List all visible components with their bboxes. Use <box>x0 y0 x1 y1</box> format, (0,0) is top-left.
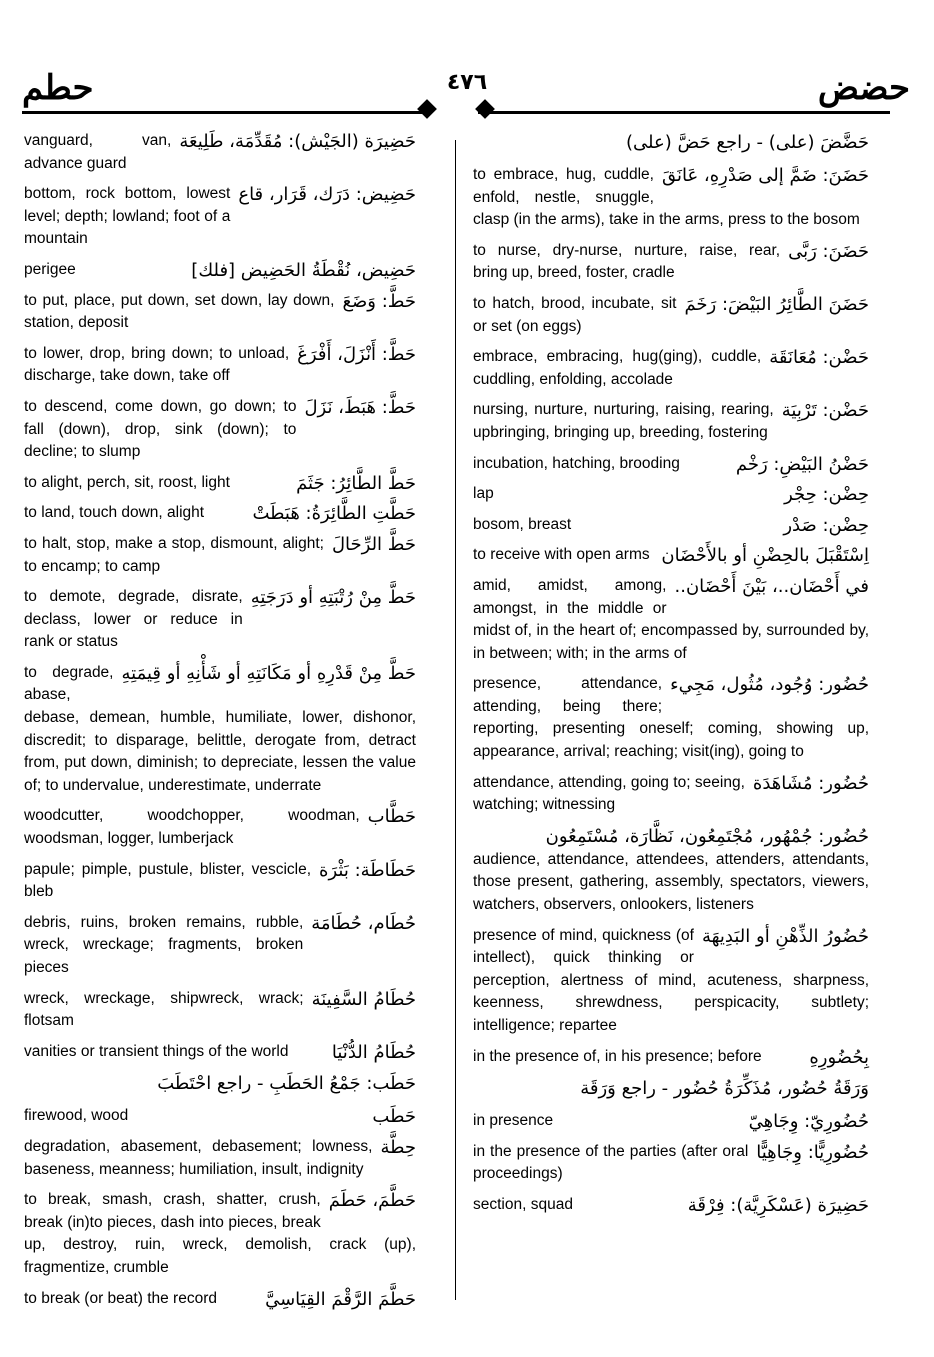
dictionary-entry <box>473 346 869 391</box>
dictionary-entry <box>24 502 416 525</box>
entry-headword: حَضِيرَة (الجَيْش): مُقَدِّمَة، طَلِيعَة <box>179 131 416 152</box>
entry-translation: in the presence of the parties (after oral proceedings) <box>473 1142 749 1183</box>
entry-headword: حَطَّ مِنْ رُتْبَتِهِ أو دَرَجَتِهِ <box>250 587 416 609</box>
entry-headword: حُضُورِيّ: وِجَاهِيّ <box>748 1111 869 1133</box>
entry-translation: to hatch, brood, incubate, sit or set (on eggs) <box>473 294 677 335</box>
entry-headword: حَطَّ الطَّائِرُ: جَثَمَ <box>296 472 416 494</box>
dictionary-entry <box>24 290 416 335</box>
header-rule-left <box>22 111 422 114</box>
entry-headword: حَضَنَ الطَّائِرُ البَيْضَ: رَخَمَ <box>684 293 869 315</box>
dictionary-entry <box>473 673 869 763</box>
entry-headword: حَطَّ: وَضَعَ <box>342 290 416 312</box>
entry-headword: حِضْن: صَدْر <box>783 514 869 536</box>
dictionary-entry <box>473 1194 869 1217</box>
dictionary-entry <box>473 164 869 232</box>
left-column <box>24 130 416 1318</box>
entry-translation: to embrace, hug, cuddle, enfold, nestle, snuggle, clasp (in the arms), take in the arms, press to the bosom <box>473 166 860 229</box>
entry-translation: to break, smash, crash, shatter, crush, break (in)to pieces, dash into pieces, break up, destroy, ruin, wreck, demolish, crack (up), fragmentize, crumble <box>24 1191 416 1276</box>
dictionary-entry <box>24 1189 416 1279</box>
dictionary-entry <box>24 859 416 904</box>
entry-headword: حَطَاطَة: بَثْرَة <box>319 859 416 881</box>
entry-translation: bosom, breast <box>473 515 572 533</box>
entry-translation: to degrade, abase, debase, demean, humble, humiliate, lower, dishonor, discredit; to disparage, belittle, derogate from, detract from, put down, diminish; to depreciate, lessen the value of; to undervalue, underestimate, underrate <box>24 663 416 794</box>
entry-translation: to land, touch down, alight <box>24 504 205 522</box>
entry-translation: firewood, wood <box>24 1107 129 1125</box>
entry-headword: حُطَامُ الدُّنْيَا <box>331 1041 416 1063</box>
entry-translation: vanities or transient things of the world <box>24 1042 289 1060</box>
entry-headword: حَطَب: جَمْعُ الحَطَبِ - راجع احْتَطَبَ <box>157 1073 416 1095</box>
entry-headword: وَرَقَةُ حُضُور، مُذَكِّرَةُ حُضُور - راجع وَرَقَة <box>580 1078 869 1100</box>
entry-headword: حَضَّضَ (على) - راجع حَضَّ (على) <box>626 132 869 153</box>
entry-translation: to lower, drop, bring down; to unload, discharge, take down, take off <box>24 344 290 385</box>
dictionary-entry <box>473 925 869 1038</box>
entry-headword: حَطَّمَ، حَطَمَ <box>328 1190 416 1212</box>
entry-headword: بِحُضُورِهِ <box>809 1046 869 1068</box>
entry-translation: to put, place, put down, set down, lay down, station, deposit <box>24 291 335 332</box>
entry-headword: حُطَام، حُطَامَة <box>311 912 416 934</box>
dictionary-entry <box>24 1105 416 1128</box>
dictionary-entry <box>24 988 416 1033</box>
entry-translation: attendance, attending, going to; seeing, watching; witnessing <box>473 773 745 814</box>
dictionary-entry <box>24 533 416 578</box>
entry-translation: vanguard, van, advance guard <box>24 132 172 172</box>
header-left-word: حطم <box>22 68 94 108</box>
entry-translation: to demote, degrade, disrate, declass, lower or reduce in rank or status <box>24 588 243 651</box>
dictionary-entry <box>24 1041 416 1064</box>
entry-translation: amid, amidst, among, amongst, in the middle or midst of, in the heart of; encompassed by, surrounded by, in between; with; in the arms of <box>473 576 869 662</box>
entry-headword: حَطَب <box>372 1106 416 1128</box>
entry-headword: حَطَّ مِنْ قَدْرِهِ أو مَكَانَتِهِ أو شَأْنِهِ أو قِيمَتِهِ <box>121 662 416 684</box>
dictionary-entry <box>24 343 416 388</box>
entry-headword: حَضْنُ البَيْضِ: رَخْم <box>735 453 869 475</box>
dictionary-entry <box>24 805 416 850</box>
dictionary-entry <box>473 544 869 567</box>
dictionary-entry <box>473 575 869 665</box>
entry-headword: حُضُور: جُمْهُور، مُجْتَمِعُون، نَظَّارَة، مُسْتَمِعُون <box>545 825 869 847</box>
entry-headword: حُضُورِيًّا: وِجَاهِيًّا <box>756 1141 869 1163</box>
entry-headword: حُضُور: مُشَاهَدَة <box>752 772 869 794</box>
entry-headword: حَطَّمَ الرَّقْمَ القِيَاسِيَّ <box>265 1288 416 1310</box>
entry-headword: حَضْن: مُعَانَقَة <box>769 347 869 369</box>
entry-headword: حَطَّ: هَبَطَ، نَزَلَ <box>304 396 416 418</box>
header-rule-right <box>478 111 890 114</box>
dictionary-entry <box>24 912 416 980</box>
dictionary-entry <box>24 130 416 175</box>
entry-headword: حَضِيض، نُقْطَةُ الحَضِيض [فلك] <box>191 259 416 281</box>
right-column <box>473 130 869 1225</box>
entry-headword: حَطَّ: أَنْزَلَ، أَفْرَغَ <box>297 343 416 365</box>
dictionary-entry <box>24 183 416 251</box>
entry-headword: حِضْن: حِجْر <box>784 484 869 506</box>
dictionary-entry <box>473 399 869 444</box>
dictionary-entry <box>473 453 869 476</box>
entry-translation: to descend, come down, go down; to fall (down), drop, sink (down); to decline; to slump <box>24 397 297 461</box>
entry-translation: in the presence of, in his presence; before <box>473 1047 762 1065</box>
entry-translation: papule; pimple, pustule, blister, vescicle, bleb <box>24 860 312 901</box>
entry-translation: audience, attendance, attendees, attenders, attendants, those present, gathering, assembly, spectators, viewers, watchers, observers, onlookers, listeners <box>473 850 869 914</box>
entry-translation: perigee <box>24 260 76 278</box>
entry-headword: حَطَّتِ الطَّائِرَةُ: هَبَطَتْ <box>252 503 416 525</box>
entry-translation: to halt, stop, make a stop, dismount, alight; to encamp; to camp <box>24 534 324 575</box>
entry-headword: حَضِيض: دَرَك، قَرَار، قاع <box>238 184 416 206</box>
entry-translation: section, squad <box>473 1195 573 1213</box>
entry-headword: حَطَّاب <box>367 806 416 828</box>
entry-headword: حُطَامُ السَّفِينَة <box>311 988 416 1010</box>
column-divider <box>455 140 456 1300</box>
dictionary-entry <box>24 396 416 464</box>
entry-translation: woodcutter, woodchopper, woodman, woodsman, logger, lumberjack <box>24 807 360 848</box>
entry-translation: to nurse, dry-nurse, nurture, raise, rear, bring up, breed, foster, cradle <box>473 241 781 282</box>
entry-translation: nursing, nurture, nurturing, raising, rearing, upbringing, bringing up, breeding, fostering <box>473 401 774 441</box>
entry-translation: bottom, rock bottom, lowest level; depth; lowland; foot of a mountain <box>24 185 231 248</box>
header-diamond-left <box>417 99 437 119</box>
dictionary-entry <box>473 483 869 506</box>
entry-translation: presence of mind, quickness (of intellect), quick thinking or perception, alertness of mind, acuteness, sharpness, keenness, shrewdness, perspicacity, subtlety; intelligence; repartee <box>473 926 869 1034</box>
entry-headword: حُضُورُ الذِّهْنِ أو البَدِيهَة <box>701 925 869 947</box>
entry-headword: حَضَنَ: رَبَّى <box>788 240 869 262</box>
entry-translation: wreck, wreckage, shipwreck, wrack; flotsam <box>24 989 304 1030</box>
entry-headword: حُضُور: وُجُود، مُثُول، مَجِيء <box>670 674 869 696</box>
dictionary-entry <box>24 1136 416 1181</box>
entry-headword: حَضِيرَة (عَسْكَرِيَّة): فِرْقَة <box>687 1194 869 1216</box>
dictionary-entry <box>473 825 869 917</box>
header-right-word: حضض <box>817 68 910 108</box>
entry-translation: incubation, hatching, brooding <box>473 454 680 472</box>
page-number: ٤٧٦ <box>446 70 488 95</box>
dictionary-entry <box>473 240 869 285</box>
entry-translation: in presence <box>473 1112 554 1130</box>
entry-headword: حَضْن: تَرْبِيَة <box>781 400 869 422</box>
entry-translation: to break (or beat) the record <box>24 1289 217 1307</box>
dictionary-entry <box>473 1046 869 1069</box>
entry-headword: حَطَّ الرِّحَالَ <box>331 533 416 555</box>
dictionary-entry <box>24 259 416 282</box>
dictionary-entry <box>473 293 869 338</box>
dictionary-entry <box>24 472 416 495</box>
entry-translation: embrace, embracing, hug(ging), cuddle, cuddling, enfolding, accolade <box>473 348 762 388</box>
dictionary-entry <box>24 1288 416 1311</box>
entry-headword: حِطَّة <box>380 1136 416 1158</box>
dictionary-entry <box>473 772 869 817</box>
dictionary-entry <box>473 1110 869 1133</box>
entry-headword: حَضَنَ: ضَمَّ إلى صَدْرِهِ، عَانَقَ <box>661 165 869 186</box>
entry-headword: في أَحْضَان..، بَيْنَ أَحْضَان.. <box>674 575 869 597</box>
entry-translation: to receive with open arms <box>473 546 650 564</box>
dictionary-entry <box>24 586 416 654</box>
dictionary-entry <box>24 662 416 798</box>
header-diamond-right <box>475 99 495 119</box>
entry-translation: debris, ruins, broken remains, rubble, wreck, wreckage; fragments, broken pieces <box>24 913 304 976</box>
entry-headword: اِسْتَقْبَلَ بالحِضْنِ أو بالأَحْضَان <box>661 545 869 567</box>
entry-translation: lap <box>473 485 494 503</box>
entry-translation: degradation, abasement, debasement; lowness, baseness, meanness; humiliation, insult, indignity <box>24 1137 373 1178</box>
entry-translation: to alight, perch, sit, roost, light <box>24 473 230 491</box>
dictionary-entry <box>473 1141 869 1186</box>
entry-translation: presence, attendance, attending, being there; reporting, presenting oneself; coming, showing up, appearance, arrival; reaching; visit(ing), going to <box>473 675 869 761</box>
dictionary-entry <box>473 514 869 537</box>
